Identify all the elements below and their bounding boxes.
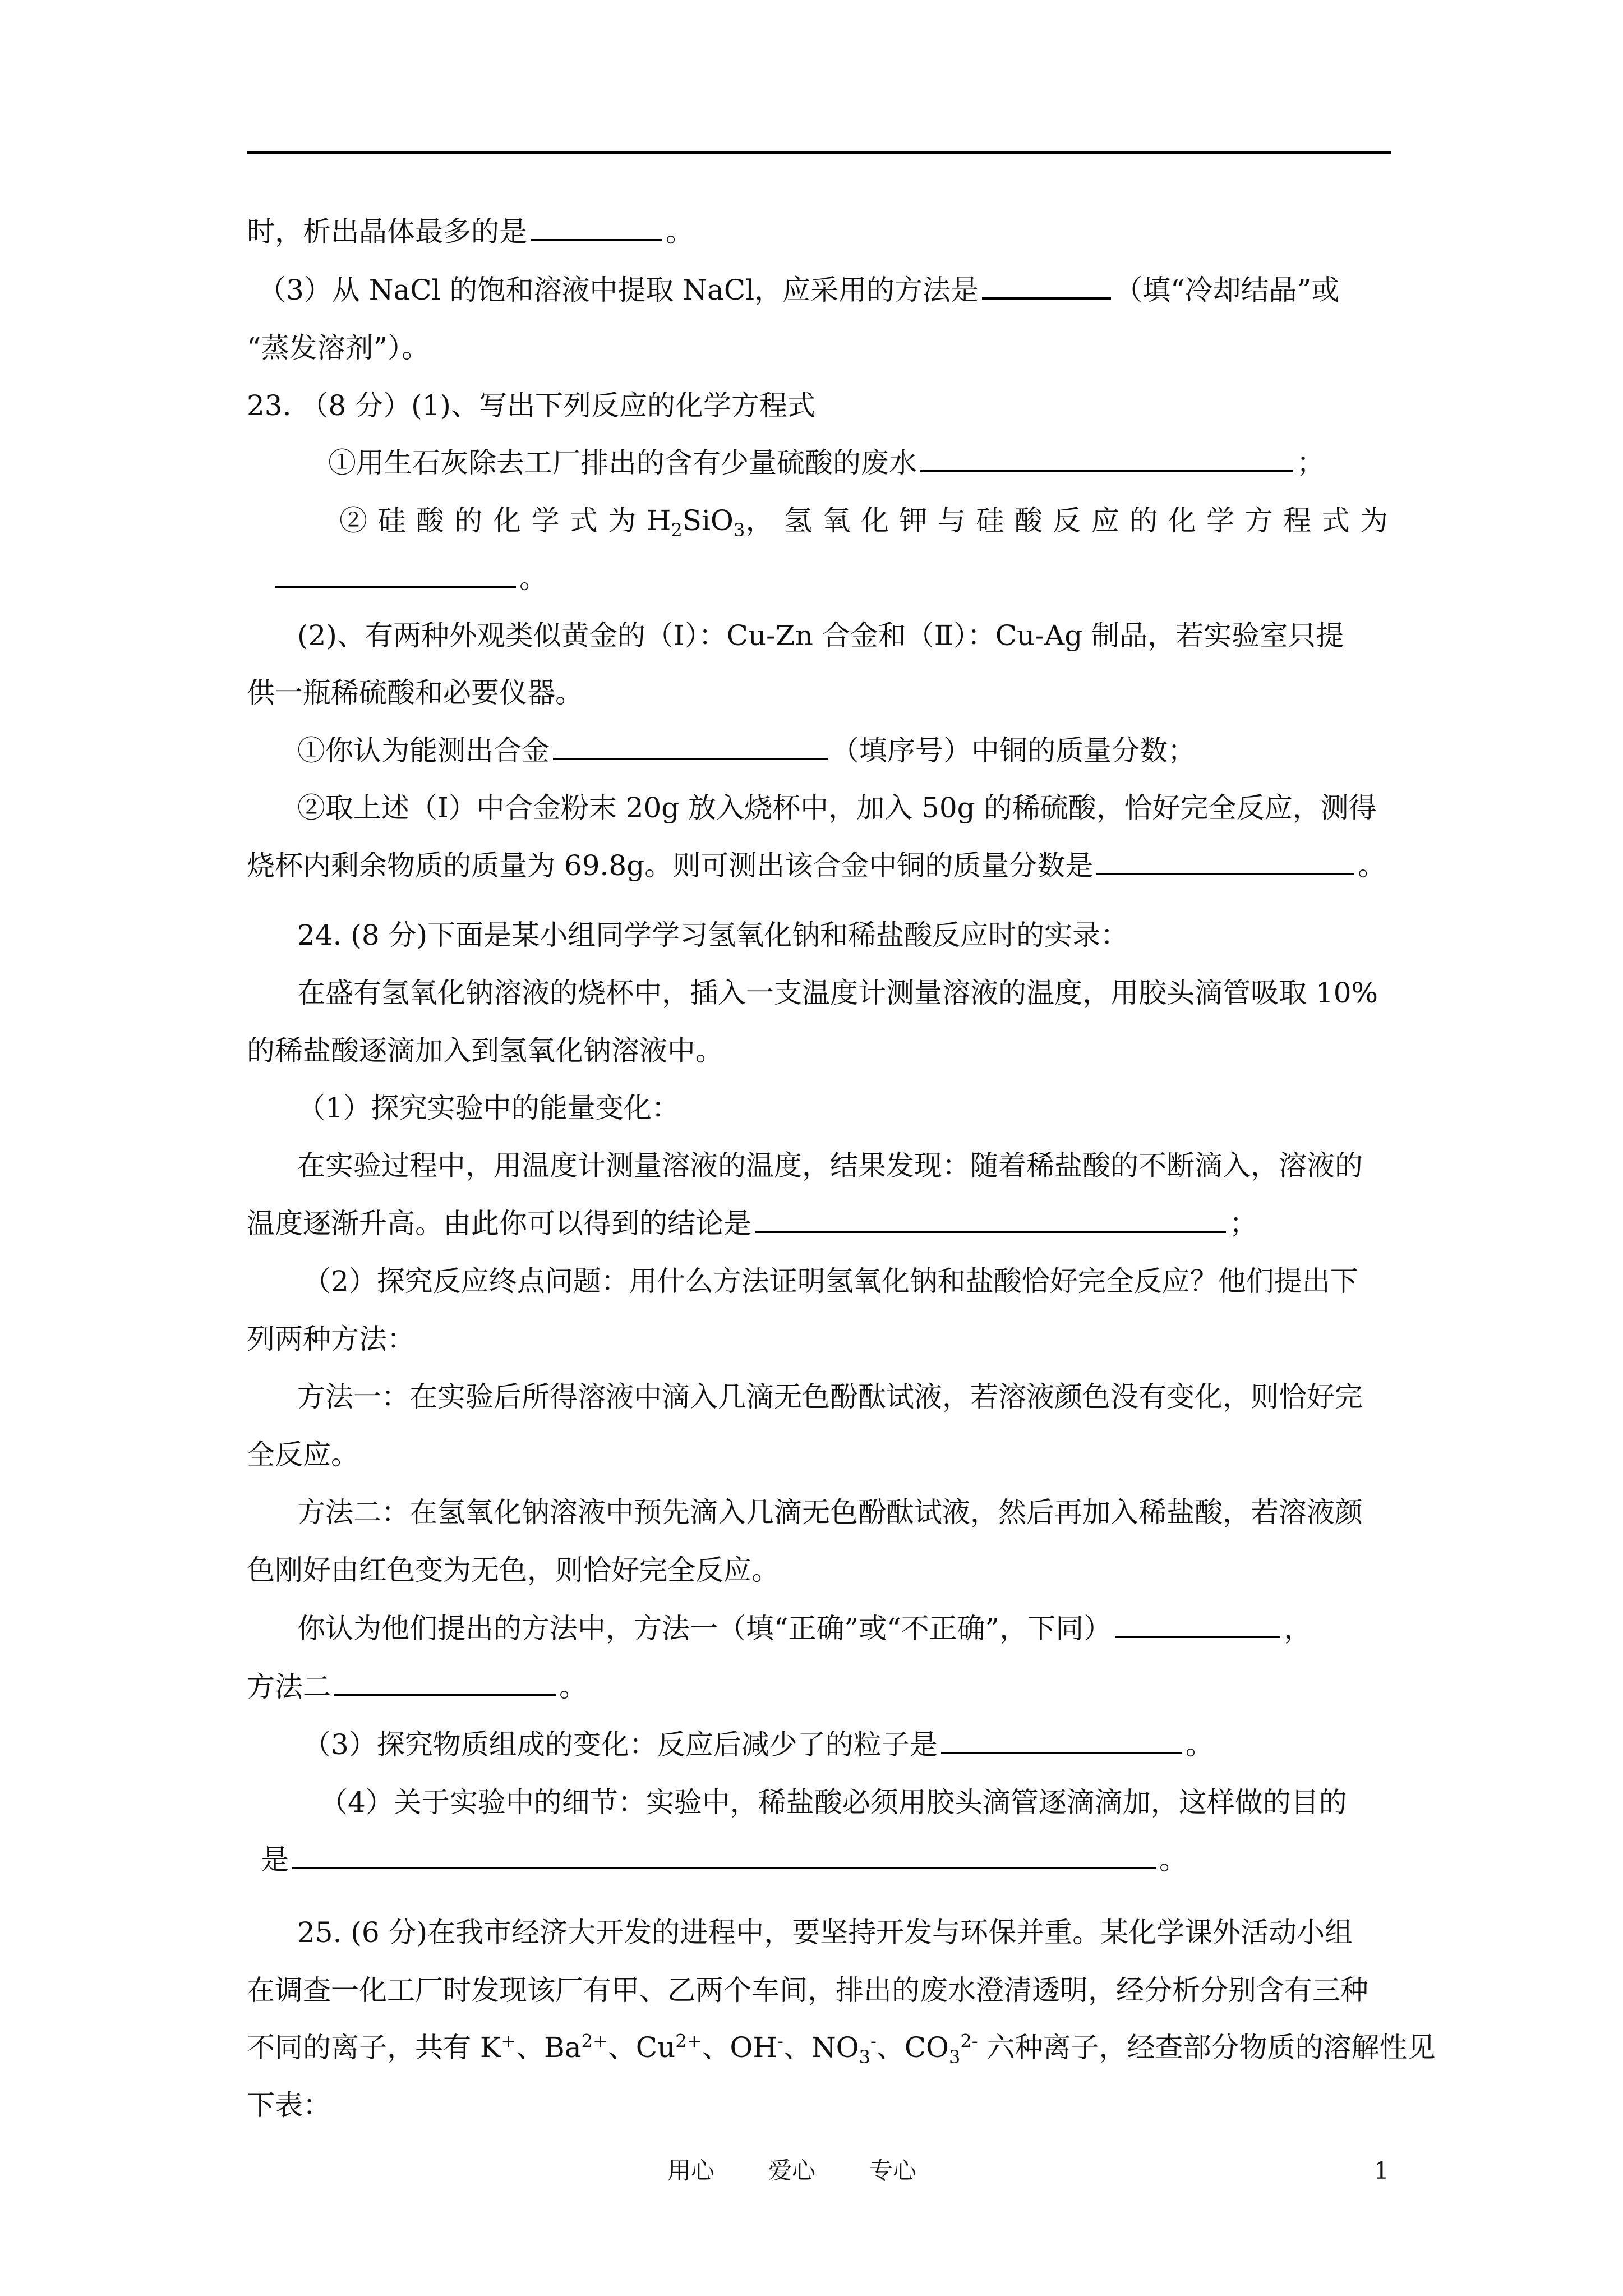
answer-blank[interactable]	[920, 445, 1293, 472]
line-text: 的稀盐酸逐滴加入到氢氧化钠溶液中。	[247, 1034, 723, 1067]
line-text: (2)、有两种外观类似黄金的（Ⅰ）：Cu-Zn 合金和（Ⅱ）：Cu-Ag 制品，若实验室只提	[297, 619, 1344, 652]
line-text: 色刚好由红色变为无色，则恰好完全反应。	[247, 1554, 780, 1586]
line-text: 你认为他们提出的方法中，方法一（填“正确”或“不正确”，下同）	[297, 1612, 1112, 1645]
line-text: SiO	[682, 504, 734, 537]
text-line	[247, 1435, 359, 1474]
superscript: -	[777, 2030, 783, 2052]
footer-motto-item: 爱心	[768, 2157, 816, 2184]
text-line	[247, 1971, 1368, 2010]
footer-motto	[768, 2154, 815, 2188]
subscript: 2	[671, 519, 683, 541]
line-text: 。	[1185, 1728, 1214, 1761]
question-25-heading	[297, 1913, 1353, 1952]
line-text: 供一瓶稀硫酸和必要仪器。	[247, 677, 583, 709]
answer-blank[interactable]	[553, 733, 828, 760]
answer-blank[interactable]	[755, 1206, 1226, 1233]
line-text: ；	[1297, 447, 1325, 479]
answer-blank[interactable]	[334, 1669, 556, 1696]
line-text: 、NO	[783, 2031, 859, 2064]
line-text: （4）关于实验中的细节：实验中，稀盐酸必须用胶头滴管逐滴滴加，这样做的目的	[320, 1786, 1347, 1819]
line-text: “蒸发溶剂”）。	[247, 332, 430, 364]
subscript: 3	[949, 2046, 961, 2068]
line-text: 23. （8 分）(1)、写出下列反应的化学方程式	[247, 389, 815, 422]
line-text: 、Cu	[607, 2031, 676, 2064]
text-line	[297, 1609, 1312, 1648]
line-text: 25. (6 分)在我市经济大开发的进程中，要坚持开发与环保并重。某化学课外活动小组	[297, 1916, 1353, 1949]
line-text: 。	[559, 1671, 587, 1703]
answer-blank[interactable]	[1115, 1611, 1280, 1638]
line-text: 温度逐渐升高。由此你可以得到的结论是	[247, 1207, 751, 1240]
superscript: +	[501, 2030, 517, 2052]
page-number	[1374, 2154, 1389, 2188]
text-line	[339, 501, 1388, 540]
footer-motto	[869, 2154, 916, 2188]
line-text: （1）探究实验中的能量变化：	[297, 1092, 680, 1124]
line-text: 全反应。	[247, 1438, 359, 1471]
subscript: 3	[733, 519, 745, 541]
line-text: 下表：	[247, 2089, 331, 2122]
text-line	[247, 673, 583, 712]
text-line	[297, 973, 1378, 1013]
text-line	[297, 731, 1196, 770]
text-line	[320, 1783, 1347, 1822]
text-line	[247, 1031, 723, 1070]
answer-blank[interactable]	[1096, 848, 1354, 875]
line-text: 烧杯内剩余物质的质量为 69.8g。则可测出该合金中铜的质量分数是	[247, 849, 1094, 882]
line-text: （填“冷却结晶”或	[1114, 274, 1340, 306]
line-text: 是	[261, 1843, 289, 1876]
answer-blank[interactable]	[941, 1727, 1182, 1754]
line-text: 24. (8 分)下面是某小组同学学习氢氧化钠和稀盐酸反应时的实录：	[297, 919, 1129, 951]
question-24-heading	[297, 915, 1128, 955]
text-line	[247, 328, 430, 367]
line-text: （3）从 NaCl 的饱和溶液中提取 NaCl，应采用的方法是	[258, 274, 979, 306]
header-rule	[247, 151, 1391, 154]
line-text: ② 硅 酸 的 化 学 式 为 H	[339, 504, 671, 537]
text-line	[247, 2086, 331, 2125]
text-line	[297, 1377, 1363, 1416]
line-text: 方法一：在实验后所得溶液中滴入几滴无色酚酞试液，若溶液颜色没有变化，则恰好完	[297, 1381, 1363, 1413]
line-text: 。	[666, 215, 694, 248]
line-text: ①你认为能测出合金	[297, 734, 550, 767]
answer-blank[interactable]	[275, 561, 516, 588]
text-line	[247, 846, 1386, 885]
line-text: 、Ba	[516, 2031, 582, 2064]
line-text: 不同的离子，共有 K	[247, 2031, 501, 2064]
text-line	[258, 270, 1339, 310]
text-line	[328, 443, 1325, 482]
page-number-text: 1	[1374, 2157, 1389, 2184]
text-line	[247, 1204, 1257, 1243]
footer-motto	[667, 2154, 714, 2188]
text-line	[247, 2028, 1435, 2067]
superscript: 2+	[581, 2030, 608, 2052]
line-text: 时，析出晶体最多的是	[247, 215, 527, 248]
footer-motto-item: 专心	[869, 2157, 917, 2184]
text-line	[247, 1667, 587, 1706]
text-line	[297, 616, 1344, 655]
text-line	[261, 1840, 1187, 1879]
line-text: 、OH	[702, 2031, 778, 2064]
line-text: 。	[1159, 1843, 1187, 1876]
text-line	[303, 1725, 1214, 1764]
superscript: 2+	[675, 2030, 702, 2052]
text-line	[297, 1088, 680, 1128]
line-text: 列两种方法：	[247, 1323, 415, 1355]
text-line	[275, 559, 547, 598]
line-text: 在调查一化工厂时发现该厂有甲、乙两个车间，排出的废水澄清透明，经分析分别含有三种	[247, 1974, 1368, 2007]
line-text: 。	[1358, 849, 1386, 882]
subscript: 3	[859, 2046, 870, 2068]
answer-blank[interactable]	[531, 214, 662, 241]
question-23-heading	[247, 386, 815, 425]
answer-blank[interactable]	[292, 1842, 1156, 1869]
text-line	[247, 1319, 415, 1359]
line-text: （3）探究物质组成的变化：反应后减少了的粒子是	[303, 1728, 938, 1761]
line-text: ②取上述（Ⅰ）中合金粉末 20g 放入烧杯中，加入 50g 的稀硫酸，恰好完全反应，测得	[297, 792, 1377, 824]
line-text: （填序号）中铜的质量分数；	[831, 734, 1196, 767]
superscript: -	[870, 2030, 877, 2052]
line-text: ，	[1284, 1612, 1312, 1645]
line-text: 在盛有氢氧化钠溶液的烧杯中，插入一支温度计测量溶液的温度，用胶头滴管吸取 10%	[297, 977, 1378, 1009]
line-text: 、CO	[876, 2031, 949, 2064]
line-text: ；	[1229, 1207, 1257, 1240]
line-text: 。	[519, 562, 547, 595]
text-line	[297, 1146, 1363, 1185]
line-text: 在实验过程中，用温度计测量溶液的温度，结果发现：随着稀盐酸的不断滴入，溶液的	[297, 1149, 1363, 1182]
line-text: 方法二：在氢氧化钠溶液中预先滴入几滴无色酚酞试液，然后再加入稀盐酸，若溶液颜	[297, 1496, 1363, 1529]
line-text: （2）探究反应终点问题：用什么方法证明氢氧化钠和盐酸恰好完全反应？他们提出下	[303, 1265, 1358, 1297]
footer-motto-item: 用心	[667, 2157, 715, 2184]
text-line	[247, 1550, 780, 1590]
superscript: 2-	[960, 2030, 978, 2052]
line-text: 六种离子，经查部分物质的溶解性见	[978, 2031, 1436, 2064]
text-line	[297, 788, 1377, 827]
text-line	[297, 1493, 1363, 1532]
line-text: 方法二	[247, 1671, 331, 1703]
line-text: ①用生石灰除去工厂排出的含有少量硫酸的废水	[328, 447, 917, 479]
line-text: ， 氢 氧 化 钾 与 硅 酸 反 应 的 化 学 方 程 式 为	[745, 504, 1389, 537]
text-line	[247, 212, 694, 251]
text-line	[303, 1262, 1358, 1301]
answer-blank[interactable]	[982, 273, 1111, 300]
